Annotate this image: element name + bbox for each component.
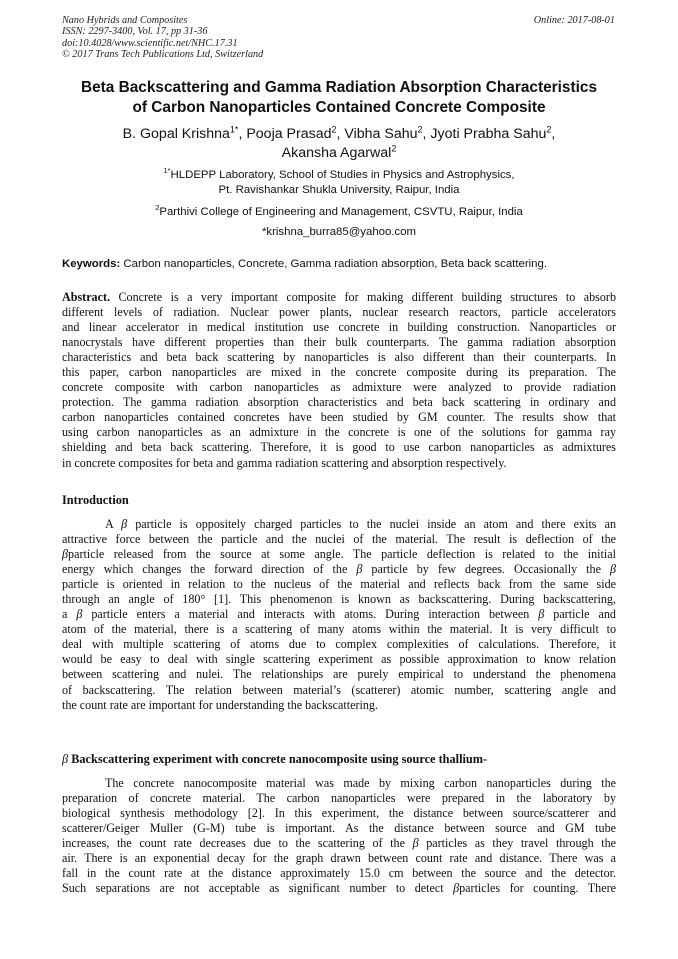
section-2-line: fall in the count rate at the distance approximately 15.0 cm between the source and the detector. (62, 866, 616, 881)
journal-doi: doi:10.4028/www.scientific.net/NHC.17.31 (62, 37, 238, 49)
section-2-heading-text: Backscattering experiment with concrete nanocomposite using source thallium- (68, 752, 488, 766)
title-line-2: of Carbon Nanoparticles Contained Concrete Composite (132, 99, 546, 116)
section-2-line: The concrete nanocomposite material was made by mixing carbon nanoparticles during the (105, 776, 616, 790)
author-line-2 (62, 144, 616, 163)
intro-line: deal with multiple scattering of atoms due to complex complexities of calculations. Therefore, it (62, 637, 616, 652)
author-name: Akansha Agarwal (281, 144, 392, 161)
intro-line: attractive force between the particle and the nuclei of the material. The result is deflection of the (62, 532, 616, 547)
keywords (62, 257, 616, 272)
journal-name: Nano Hybrids and Composites (62, 15, 188, 26)
intro-line: of backscattering. The relation between material’s (scatterer) atomic number, scattering angle and (62, 682, 616, 697)
intro-line: atom of the material, there is a scattering of many atoms within the material. It is very difficult to (62, 622, 616, 637)
keywords-text: Carbon nanoparticles, Concrete, Gamma radiation absorption, Beta back scattering. (120, 258, 547, 270)
affiliation-2 (62, 205, 616, 220)
text-span: particles for counting. There (459, 881, 616, 896)
title-line-1: Beta Backscattering and Gamma Radiation Absorption Characteristics (80, 79, 597, 96)
introduction-heading: Introduction (62, 493, 129, 507)
text-span: particle and (544, 607, 616, 622)
affiliation-text: HLDEPP Laboratory, School of Studies in Physics and Astrophysics, (170, 169, 515, 181)
section-2-line: scatterer/Geiger Muller (G-M) tube is important. As the distance between source and GM tube (62, 821, 616, 836)
paper-title (62, 78, 616, 118)
author-name: , Jyoti Prabha Sahu (422, 126, 547, 142)
intro-line (62, 517, 616, 532)
text-span: energy which changes the forward direction of the (62, 562, 357, 577)
abstract-text: Concrete is a very important composite for making different building structures to absorb (110, 290, 616, 304)
abstract-line: concrete composite with carbon nanoparticles as admixture were analyzed to provide radiation (62, 380, 616, 395)
author-list (62, 125, 616, 162)
author-superscript: 2 (417, 124, 423, 135)
text-span: A (105, 517, 122, 531)
abstract-label: Abstract. (62, 290, 111, 304)
text-span: particle by few degrees. Occasionally the (362, 562, 610, 577)
text-span: increases, the count rate decreases due to the scattering of the (62, 836, 413, 851)
intro-line: through an angle of 180° [1]. This phenomenon is known as backscattering. During backscattering, (62, 592, 616, 607)
text-span: particles as they travel through the (418, 836, 616, 851)
author-line-1 (62, 125, 616, 144)
section-2-heading (62, 752, 487, 767)
introduction-paragraph (62, 517, 616, 713)
intro-line: the count rate are important for understanding the backscattering. (62, 697, 378, 712)
text-span: a (62, 607, 77, 622)
beta-symbol: β (412, 836, 419, 851)
text-span: particle is oppositely charged particles to the nuclei inside an atom and there exits an (127, 517, 616, 531)
journal-header (62, 15, 263, 61)
affiliation-superscript: 2 (155, 203, 160, 213)
text-span: Such separations are not acceptable as significant number to detect (62, 881, 454, 896)
abstract-line: nanocrystals have different properties than their bulk counterparts. The gamma radiation absorption (62, 335, 616, 350)
intro-line (62, 547, 616, 562)
text-span: particle released from the source at some angle. The particle deflection is related to the initial (68, 547, 616, 562)
affiliation-1-line-1 (62, 168, 616, 183)
beta-symbol: β (356, 562, 363, 577)
author-name: B. Gopal Krishna (122, 126, 230, 142)
author-name: , Vibha Sahu (336, 126, 418, 142)
author-superscript: 2 (391, 142, 397, 153)
journal-copyright: © 2017 Trans Tech Publications Ltd, Switzerland (62, 49, 264, 61)
abstract-line: characteristics and beta back scattering by nanoparticles is also different than their counterparts. In (62, 350, 616, 365)
abstract-line: this paper, carbon nanoparticles are mixed in the concrete composite during its preparation. The (62, 365, 616, 380)
beta-symbol: β (121, 517, 128, 531)
beta-symbol: β (62, 547, 69, 562)
abstract-line: using carbon nanoparticles as an admixture in the concrete is one of the solutions for gamma ray (62, 425, 616, 440)
section-2-line (62, 881, 616, 896)
intro-line (62, 562, 616, 577)
beta-symbol: β (453, 881, 460, 896)
author-superscript: 2 (546, 124, 552, 135)
author-separator: , (551, 126, 556, 142)
author-superscript: 2 (331, 124, 337, 135)
abstract-line: in concrete composites for beta and gamma radiation scattering and absorption respectively. (62, 455, 507, 470)
section-2-line (62, 836, 616, 851)
author-superscript: 1* (229, 124, 239, 135)
abstract-line: carbon nanoparticles contained concretes have been studied by GM counter. The results show that (62, 410, 616, 425)
section-2-line: air. There is an exponential decay for the graph drawn between count rate and distance. There was a (62, 851, 616, 866)
affiliation-text: Parthivi College of Engineering and Management, CSVTU, Raipur, India (159, 206, 523, 218)
abstract-line: different levels of radiation. Nuclear power plants, nuclear research reactors, particle accelerators (62, 305, 616, 320)
author-name: , Pooja Prasad (238, 126, 332, 142)
affiliation-1-line-2: Pt. Ravishankar Shukla University, Raipur, India (218, 184, 460, 196)
beta-symbol: β (76, 607, 83, 622)
journal-issn: ISSN: 2297-3400, Vol. 17, pp 31-36 (62, 26, 208, 38)
section-2-line: biological synthesis methodology [2]. In this experiment, the distance between source/scatterer and (62, 806, 616, 821)
section-2-line: preparation of concrete material. The carbon nanoparticles were prepared in the laboratory by (62, 791, 616, 806)
affiliation-1 (62, 168, 616, 198)
section-2-paragraph (62, 776, 616, 896)
intro-line: would be easy to deal with single scattering experiment as possible approximation to know relation (62, 652, 616, 667)
online-date: Online: 2017-08-01 (533, 15, 615, 26)
intro-line: particle is oriented in relation to the nucleus of the material and reflects back from the same side (62, 577, 616, 592)
corresponding-email: *krishna_burra85@yahoo.com (261, 226, 417, 238)
intro-line (62, 607, 616, 622)
beta-symbol: β (62, 752, 69, 766)
abstract-line: shielding and beta back scattering. Therefore, it is good to use carbon nanoparticles as admixtures (62, 440, 616, 455)
affiliation-superscript: 1* (163, 166, 171, 176)
beta-symbol: β (609, 562, 617, 577)
abstract-line: protection. The gamma radiation absorption characteristics and beta back scattering in ordinary and (62, 395, 616, 410)
abstract (62, 290, 616, 471)
abstract-line (62, 290, 616, 305)
text-span: particle enters a material and interacts with atoms. During interaction between (82, 607, 539, 622)
abstract-line: and linear accelerator in medical institution use concrete in building construction. Nanoparticles or (62, 320, 616, 335)
keywords-label: Keywords: (62, 258, 121, 270)
beta-symbol: β (538, 607, 545, 622)
intro-line: between scattering and nulei. The relationships are purely empirical to understand the phenomena (62, 667, 616, 682)
